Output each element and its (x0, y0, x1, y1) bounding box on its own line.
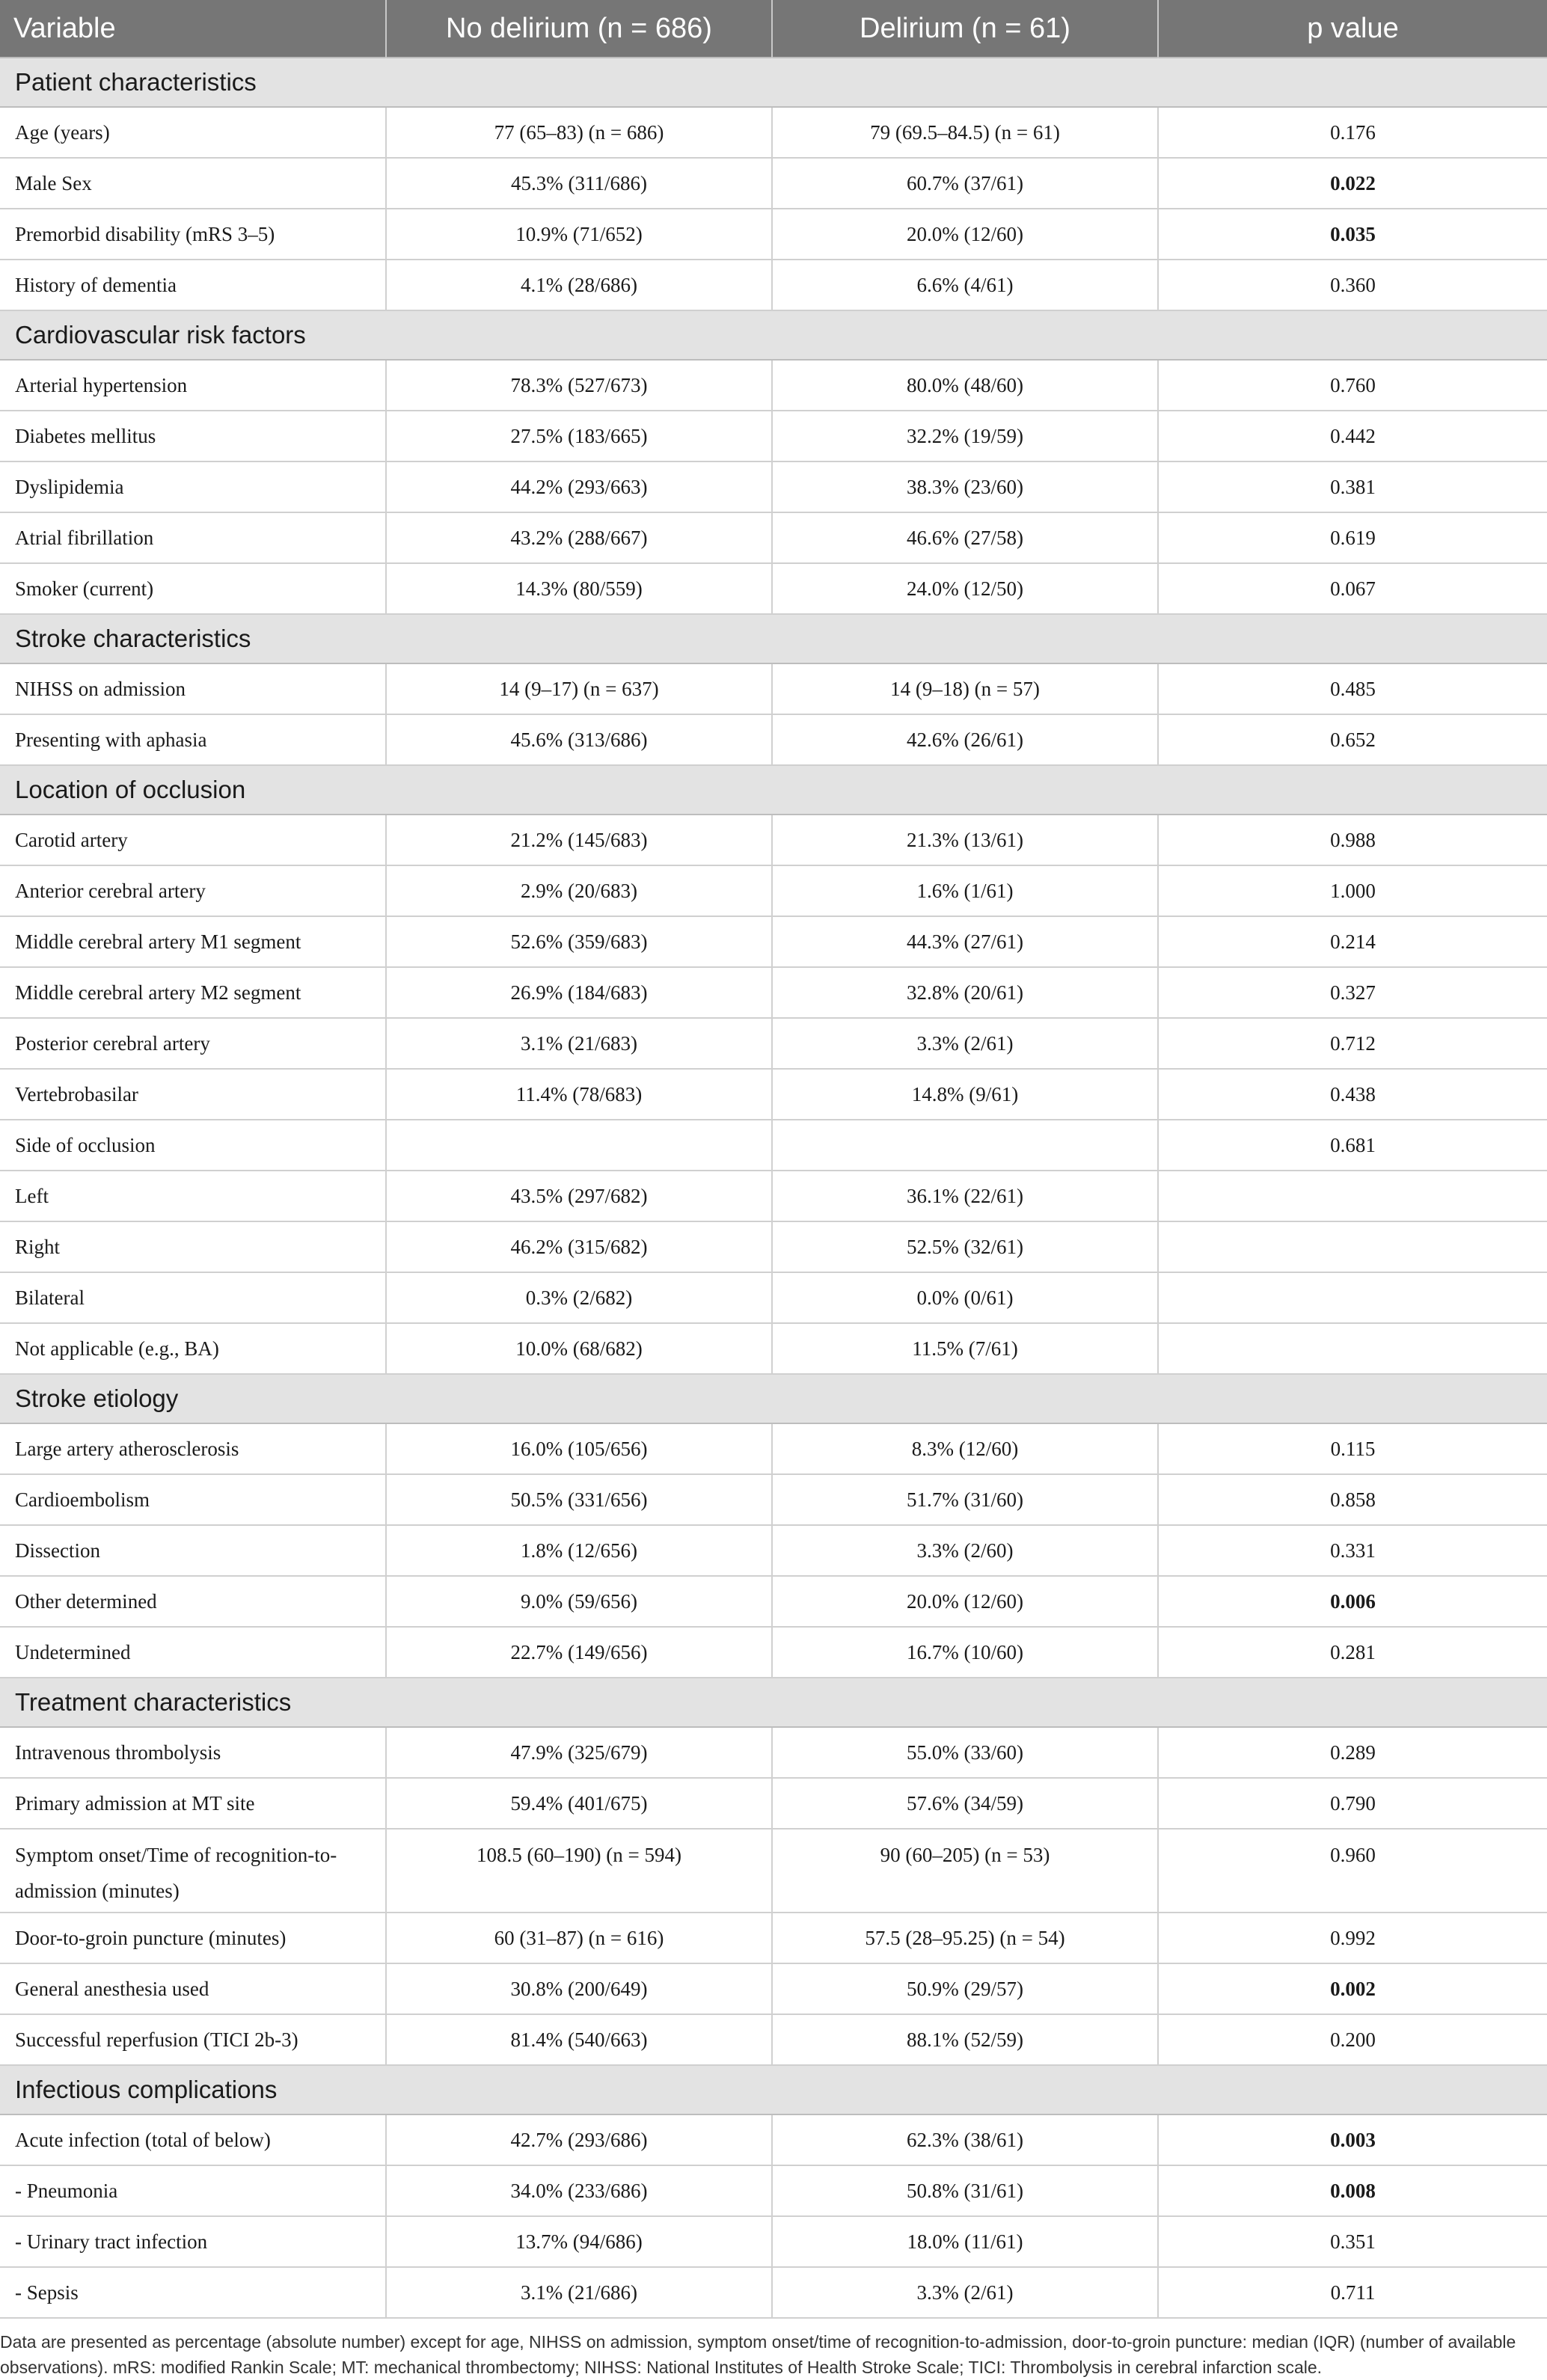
table-row (0, 1120, 1547, 1171)
section-header-row (0, 310, 1547, 360)
cell-no-delirium: 26.9% (184/683) (386, 967, 772, 1018)
table-row (0, 512, 1547, 563)
cell-no-delirium: 60 (31–87) (n = 616) (386, 1913, 772, 1963)
cell-variable: Premorbid disability (mRS 3–5) (0, 209, 386, 260)
cell-p-value: 0.858 (1158, 1474, 1547, 1525)
cell-variable: Cardioembolism (0, 1474, 386, 1525)
cell-delirium: 50.8% (31/61) (772, 2165, 1158, 2216)
table-row (0, 865, 1547, 916)
table-row (0, 260, 1547, 310)
cell-variable: Not applicable (e.g., BA) (0, 1323, 386, 1374)
cell-variable: NIHSS on admission (0, 663, 386, 714)
cell-no-delirium: 4.1% (28/686) (386, 260, 772, 310)
cell-delirium: 52.5% (32/61) (772, 1221, 1158, 1272)
cell-p-value: 0.067 (1158, 563, 1547, 614)
table-header-row (0, 0, 1547, 58)
section-header-row (0, 614, 1547, 663)
cell-no-delirium: 43.5% (297/682) (386, 1171, 772, 1221)
header-no-delirium: No delirium (n = 686) (386, 0, 772, 58)
table-row (0, 967, 1547, 1018)
cell-delirium: 38.3% (23/60) (772, 461, 1158, 512)
cell-delirium: 18.0% (11/61) (772, 2216, 1158, 2267)
cell-p-value: 0.619 (1158, 512, 1547, 563)
table-row (0, 107, 1547, 158)
cell-p-value: 0.281 (1158, 1627, 1547, 1678)
table-row (0, 461, 1547, 512)
cell-variable: Dyslipidemia (0, 461, 386, 512)
cell-delirium: 51.7% (31/60) (772, 1474, 1158, 1525)
cell-variable: Middle cerebral artery M1 segment (0, 916, 386, 967)
cell-no-delirium: 43.2% (288/667) (386, 512, 772, 563)
cell-variable: Dissection (0, 1525, 386, 1576)
cell-no-delirium: 0.3% (2/682) (386, 1272, 772, 1323)
cell-no-delirium: 16.0% (105/656) (386, 1423, 772, 1474)
cell-p-value: 0.331 (1158, 1525, 1547, 1576)
cell-delirium: 3.3% (2/60) (772, 1525, 1158, 1576)
cell-variable: - Sepsis (0, 2267, 386, 2318)
cell-variable: History of dementia (0, 260, 386, 310)
cell-variable: - Urinary tract infection (0, 2216, 386, 2267)
cell-p-value: 0.289 (1158, 1727, 1547, 1778)
cell-no-delirium: 11.4% (78/683) (386, 1069, 772, 1120)
cell-no-delirium: 9.0% (59/656) (386, 1576, 772, 1627)
cell-p-value: 0.200 (1158, 2014, 1547, 2065)
section-title: Cardiovascular risk factors (0, 310, 1547, 360)
cell-variable: Middle cerebral artery M2 segment (0, 967, 386, 1018)
cell-variable: Left (0, 1171, 386, 1221)
cell-p-value: 0.115 (1158, 1423, 1547, 1474)
table-row (0, 1913, 1547, 1963)
cell-p-value: 0.003 (1158, 2114, 1547, 2165)
cell-delirium: 21.3% (13/61) (772, 815, 1158, 865)
table-row (0, 1069, 1547, 1120)
cell-p-value: 0.992 (1158, 1913, 1547, 1963)
table-row (0, 663, 1547, 714)
cell-variable: Other determined (0, 1576, 386, 1627)
section-header-row (0, 58, 1547, 107)
cell-variable: Anterior cerebral artery (0, 865, 386, 916)
cell-variable: Door-to-groin puncture (minutes) (0, 1913, 386, 1963)
cell-variable: Successful reperfusion (TICI 2b-3) (0, 2014, 386, 2065)
cell-delirium: 3.3% (2/61) (772, 2267, 1158, 2318)
cell-delirium: 16.7% (10/60) (772, 1627, 1158, 1678)
table-row (0, 1829, 1547, 1913)
cell-p-value: 0.360 (1158, 260, 1547, 310)
table-row (0, 209, 1547, 260)
cell-no-delirium: 108.5 (60–190) (n = 594) (386, 1829, 772, 1913)
table-row (0, 2165, 1547, 2216)
cell-delirium: 32.2% (19/59) (772, 411, 1158, 461)
cell-delirium: 20.0% (12/60) (772, 209, 1158, 260)
header-p-value: p value (1158, 0, 1547, 58)
cell-variable: Age (years) (0, 107, 386, 158)
table-row (0, 2267, 1547, 2318)
cell-p-value: 0.035 (1158, 209, 1547, 260)
table-row (0, 1525, 1547, 1576)
cell-no-delirium: 1.8% (12/656) (386, 1525, 772, 1576)
section-title: Location of occlusion (0, 765, 1547, 815)
cell-variable: Right (0, 1221, 386, 1272)
cell-delirium: 42.6% (26/61) (772, 714, 1158, 765)
cell-variable: Large artery atherosclerosis (0, 1423, 386, 1474)
cell-no-delirium: 34.0% (233/686) (386, 2165, 772, 2216)
cell-delirium: 1.6% (1/61) (772, 865, 1158, 916)
cell-delirium: 0.0% (0/61) (772, 1272, 1158, 1323)
cell-delirium: 6.6% (4/61) (772, 260, 1158, 310)
table-row (0, 1423, 1547, 1474)
cell-no-delirium: 22.7% (149/656) (386, 1627, 772, 1678)
cell-no-delirium: 45.3% (311/686) (386, 158, 772, 209)
cell-p-value (1158, 1323, 1547, 1374)
table-row (0, 2216, 1547, 2267)
cell-p-value (1158, 1221, 1547, 1272)
cell-no-delirium: 77 (65–83) (n = 686) (386, 107, 772, 158)
cell-no-delirium: 3.1% (21/686) (386, 2267, 772, 2318)
cell-p-value: 0.960 (1158, 1829, 1547, 1913)
cell-delirium (772, 1120, 1158, 1171)
cell-no-delirium: 78.3% (527/673) (386, 360, 772, 411)
cell-no-delirium: 30.8% (200/649) (386, 1963, 772, 2014)
table-row (0, 1171, 1547, 1221)
cell-delirium: 55.0% (33/60) (772, 1727, 1158, 1778)
cell-p-value: 0.327 (1158, 967, 1547, 1018)
table-row (0, 916, 1547, 967)
cell-variable: General anesthesia used (0, 1963, 386, 2014)
cell-p-value: 0.438 (1158, 1069, 1547, 1120)
cell-no-delirium: 2.9% (20/683) (386, 865, 772, 916)
cell-delirium: 20.0% (12/60) (772, 1576, 1158, 1627)
cell-p-value: 0.711 (1158, 2267, 1547, 2318)
cell-delirium: 11.5% (7/61) (772, 1323, 1158, 1374)
cell-delirium: 79 (69.5–84.5) (n = 61) (772, 107, 1158, 158)
cell-no-delirium: 21.2% (145/683) (386, 815, 772, 865)
cell-delirium: 32.8% (20/61) (772, 967, 1158, 1018)
cell-delirium: 50.9% (29/57) (772, 1963, 1158, 2014)
cell-variable: Arterial hypertension (0, 360, 386, 411)
cell-delirium: 90 (60–205) (n = 53) (772, 1829, 1158, 1913)
cell-no-delirium: 44.2% (293/663) (386, 461, 772, 512)
table-footnote: Data are presented as percentage (absolute number) except for age, NIHSS on admission, symptom onset/time of recognition-to-admission, door-to-groin puncture: median (IQR) (number of available observations). mRS: modified Rankin Scale; MT: mechanical thrombectomy; NIHSS: National Institutes of Health Stroke Scale; TICI: Thrombolysis in cerebral infarction scale. (0, 2332, 1516, 2377)
cell-variable: Undetermined (0, 1627, 386, 1678)
table-row (0, 1474, 1547, 1525)
table-row (0, 411, 1547, 461)
cell-p-value: 0.988 (1158, 815, 1547, 865)
cell-delirium: 8.3% (12/60) (772, 1423, 1158, 1474)
table-row (0, 1018, 1547, 1069)
cell-no-delirium (386, 1120, 772, 1171)
cell-no-delirium: 81.4% (540/663) (386, 2014, 772, 2065)
cell-variable: Intravenous thrombolysis (0, 1727, 386, 1778)
cell-p-value: 0.214 (1158, 916, 1547, 967)
table-row (0, 1272, 1547, 1323)
cell-delirium: 24.0% (12/50) (772, 563, 1158, 614)
section-title: Stroke characteristics (0, 614, 1547, 663)
cell-delirium: 3.3% (2/61) (772, 1018, 1158, 1069)
table-row (0, 1221, 1547, 1272)
cell-variable: Bilateral (0, 1272, 386, 1323)
cell-variable: Primary admission at MT site (0, 1778, 386, 1829)
cell-no-delirium: 42.7% (293/686) (386, 2114, 772, 2165)
cell-variable: - Pneumonia (0, 2165, 386, 2216)
section-title: Patient characteristics (0, 58, 1547, 107)
table-row (0, 1963, 1547, 2014)
cell-p-value (1158, 1272, 1547, 1323)
cell-p-value: 0.485 (1158, 663, 1547, 714)
cell-delirium: 88.1% (52/59) (772, 2014, 1158, 2065)
table-body (0, 58, 1547, 2318)
cell-no-delirium: 13.7% (94/686) (386, 2216, 772, 2267)
cell-no-delirium: 47.9% (325/679) (386, 1727, 772, 1778)
cell-p-value (1158, 1171, 1547, 1221)
cell-delirium: 14.8% (9/61) (772, 1069, 1158, 1120)
cell-delirium: 80.0% (48/60) (772, 360, 1158, 411)
table-row (0, 2014, 1547, 2065)
cell-delirium: 14 (9–18) (n = 57) (772, 663, 1158, 714)
cell-no-delirium: 52.6% (359/683) (386, 916, 772, 967)
cell-variable: Male Sex (0, 158, 386, 209)
section-title: Stroke etiology (0, 1374, 1547, 1423)
cell-p-value: 0.381 (1158, 461, 1547, 512)
cell-p-value: 0.442 (1158, 411, 1547, 461)
cell-variable: Side of occlusion (0, 1120, 386, 1171)
cell-no-delirium: 50.5% (331/656) (386, 1474, 772, 1525)
table-row (0, 714, 1547, 765)
table-row (0, 1727, 1547, 1778)
cell-no-delirium: 59.4% (401/675) (386, 1778, 772, 1829)
table-row (0, 1627, 1547, 1678)
cell-delirium: 57.6% (34/59) (772, 1778, 1158, 1829)
table-row (0, 1576, 1547, 1627)
table-row (0, 2114, 1547, 2165)
cell-no-delirium: 3.1% (21/683) (386, 1018, 772, 1069)
section-title: Infectious complications (0, 2065, 1547, 2114)
table-row (0, 815, 1547, 865)
cell-no-delirium: 45.6% (313/686) (386, 714, 772, 765)
header-variable: Variable (0, 0, 386, 58)
cell-variable: Atrial fibrillation (0, 512, 386, 563)
table-row (0, 563, 1547, 614)
cell-p-value: 0.002 (1158, 1963, 1547, 2014)
cell-p-value: 0.351 (1158, 2216, 1547, 2267)
table-row (0, 1778, 1547, 1829)
cell-delirium: 57.5 (28–95.25) (n = 54) (772, 1913, 1158, 1963)
cell-p-value: 1.000 (1158, 865, 1547, 916)
cell-delirium: 44.3% (27/61) (772, 916, 1158, 967)
cell-variable: Symptom onset/Time of recognition-to-admission (minutes) (0, 1829, 386, 1913)
table-row (0, 1323, 1547, 1374)
cell-variable: Carotid artery (0, 815, 386, 865)
cell-p-value: 0.790 (1158, 1778, 1547, 1829)
cell-p-value: 0.022 (1158, 158, 1547, 209)
cell-p-value: 0.008 (1158, 2165, 1547, 2216)
cell-no-delirium: 10.0% (68/682) (386, 1323, 772, 1374)
header-delirium: Delirium (n = 61) (772, 0, 1158, 58)
cell-variable: Acute infection (total of below) (0, 2114, 386, 2165)
cell-p-value: 0.681 (1158, 1120, 1547, 1171)
cell-variable: Presenting with aphasia (0, 714, 386, 765)
section-header-row (0, 765, 1547, 815)
cell-variable: Smoker (current) (0, 563, 386, 614)
cell-delirium: 62.3% (38/61) (772, 2114, 1158, 2165)
cell-p-value: 0.760 (1158, 360, 1547, 411)
cell-p-value: 0.176 (1158, 107, 1547, 158)
cell-delirium: 46.6% (27/58) (772, 512, 1158, 563)
cell-no-delirium: 27.5% (183/665) (386, 411, 772, 461)
cell-variable: Posterior cerebral artery (0, 1018, 386, 1069)
section-header-row (0, 2065, 1547, 2114)
cell-variable: Vertebrobasilar (0, 1069, 386, 1120)
section-header-row (0, 1374, 1547, 1423)
cell-variable: Diabetes mellitus (0, 411, 386, 461)
table-row (0, 158, 1547, 209)
cell-delirium: 36.1% (22/61) (772, 1171, 1158, 1221)
cell-no-delirium: 14.3% (80/559) (386, 563, 772, 614)
table-row (0, 360, 1547, 411)
section-title: Treatment characteristics (0, 1678, 1547, 1727)
cell-p-value: 0.712 (1158, 1018, 1547, 1069)
cell-p-value: 0.652 (1158, 714, 1547, 765)
cell-no-delirium: 10.9% (71/652) (386, 209, 772, 260)
cell-no-delirium: 46.2% (315/682) (386, 1221, 772, 1272)
section-header-row (0, 1678, 1547, 1727)
cell-delirium: 60.7% (37/61) (772, 158, 1158, 209)
cell-p-value: 0.006 (1158, 1576, 1547, 1627)
cell-no-delirium: 14 (9–17) (n = 637) (386, 663, 772, 714)
